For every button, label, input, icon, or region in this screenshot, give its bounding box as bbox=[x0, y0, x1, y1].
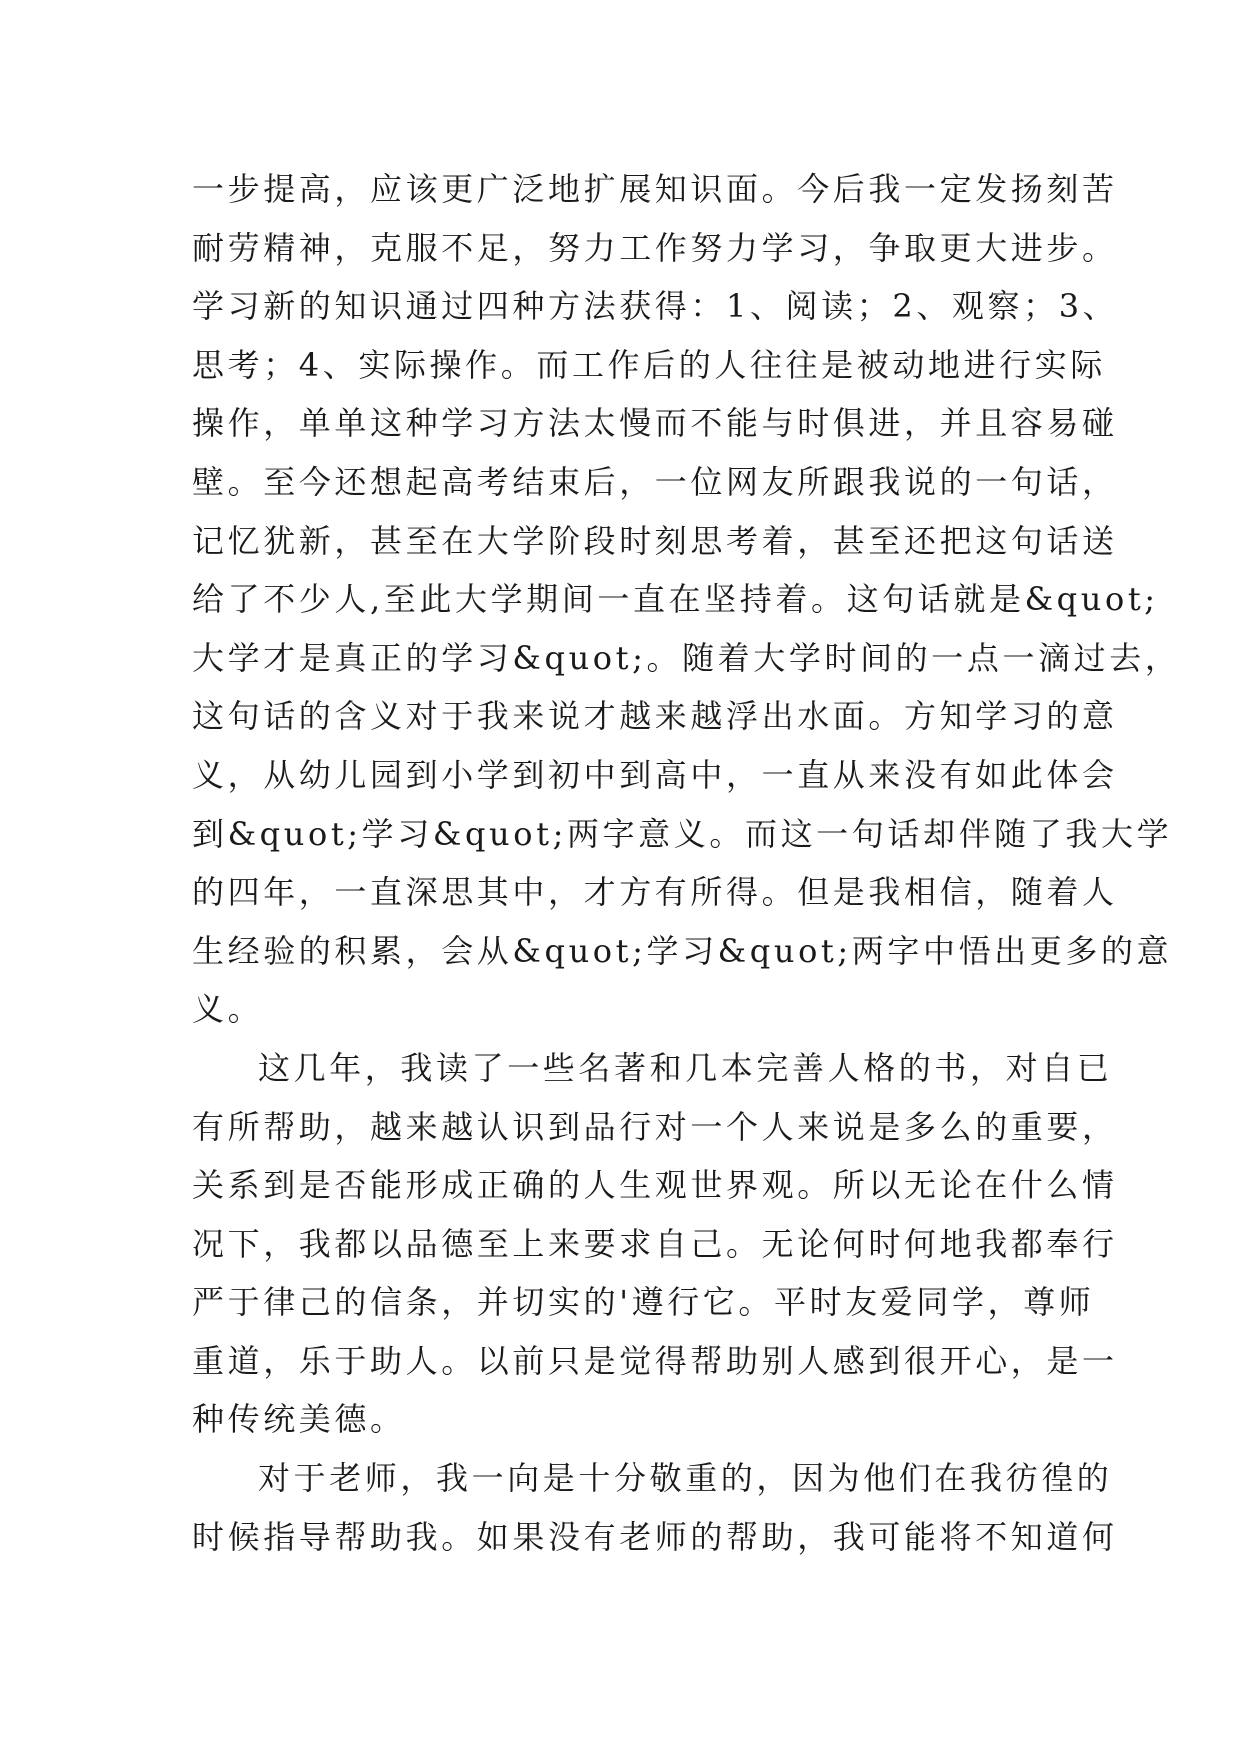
text-line: 对于老师，我一向是十分敬重的，因为他们在我彷徨的 bbox=[258, 1459, 1113, 1498]
text-line: 一步提高，应该更广泛地扩展知识面。今后我一定发扬刻苦 bbox=[192, 170, 1118, 208]
text-line: 学习新的知识通过四种方法获得：1、阅读；2、观察；3、 bbox=[192, 287, 1119, 326]
text-line: 的四年，一直深思其中，才方有所得。但是我相信，随着人 bbox=[192, 873, 1118, 912]
paragraph-1 bbox=[192, 160, 1181, 1039]
text-line: 这几年，我读了一些名著和几本完善人格的书，对自已 bbox=[258, 1048, 1113, 1087]
paragraph-2 bbox=[192, 1039, 1118, 1449]
text-line: 种传统美德。 bbox=[192, 1400, 406, 1439]
paragraph-3 bbox=[192, 1449, 1118, 1566]
body-text bbox=[192, 160, 1181, 1566]
text-line: 壁。至今还想起高考结束后，一位网友所跟我说的一句话， bbox=[192, 462, 1118, 501]
text-line: 大学才是真正的学习&quot;。随着大学时间的一点一滴过去， bbox=[192, 638, 1181, 677]
text-line: 严于律己的信条，并切实的'遵行它。平时友爱同学，尊师 bbox=[192, 1283, 1095, 1322]
text-line: 义，从幼儿园到小学到初中到高中，一直从来没有如此体会 bbox=[192, 755, 1118, 794]
text-line: 重道，乐于助人。以前只是觉得帮助别人感到很开心，是一 bbox=[192, 1341, 1118, 1380]
text-line: 这句话的含义对于我来说才越来越浮出水面。方知学习的意 bbox=[192, 697, 1118, 736]
text-line: 思考；4、实际操作。而工作后的人往往是被动地进行实际 bbox=[192, 345, 1106, 384]
text-line: 况下，我都以品德至上来要求自己。无论何时何地我都奉行 bbox=[192, 1224, 1118, 1263]
text-line: 时候指导帮助我。如果没有老师的帮助，我可能将不知道何 bbox=[192, 1517, 1118, 1556]
text-line: 耐劳精神，克服不足，努力工作努力学习，争取更大进步。 bbox=[192, 228, 1118, 267]
text-line: 记忆犹新，甚至在大学阶段时刻思考着，甚至还把这句话送 bbox=[192, 521, 1118, 560]
text-line: 操作，单单这种学习方法太慢而不能与时俱进，并且容易碰 bbox=[192, 404, 1118, 443]
text-line: 有所帮助，越来越认识到品行对一个人来说是多么的重要， bbox=[192, 1107, 1118, 1146]
text-line: 生经验的积累，会从&quot;学习&quot;两字中悟出更多的意 bbox=[192, 931, 1173, 970]
text-line: 义。 bbox=[192, 990, 264, 1029]
text-line: 到&quot;学习&quot;两字意义。而这一句话却伴随了我大学 bbox=[192, 814, 1173, 853]
text-line: 给了不少人,至此大学期间一直在坚持着。这句话就是&quot; bbox=[192, 580, 1159, 619]
text-line: 关系到是否能形成正确的人生观世界观。所以无论在什么情 bbox=[192, 1166, 1118, 1205]
